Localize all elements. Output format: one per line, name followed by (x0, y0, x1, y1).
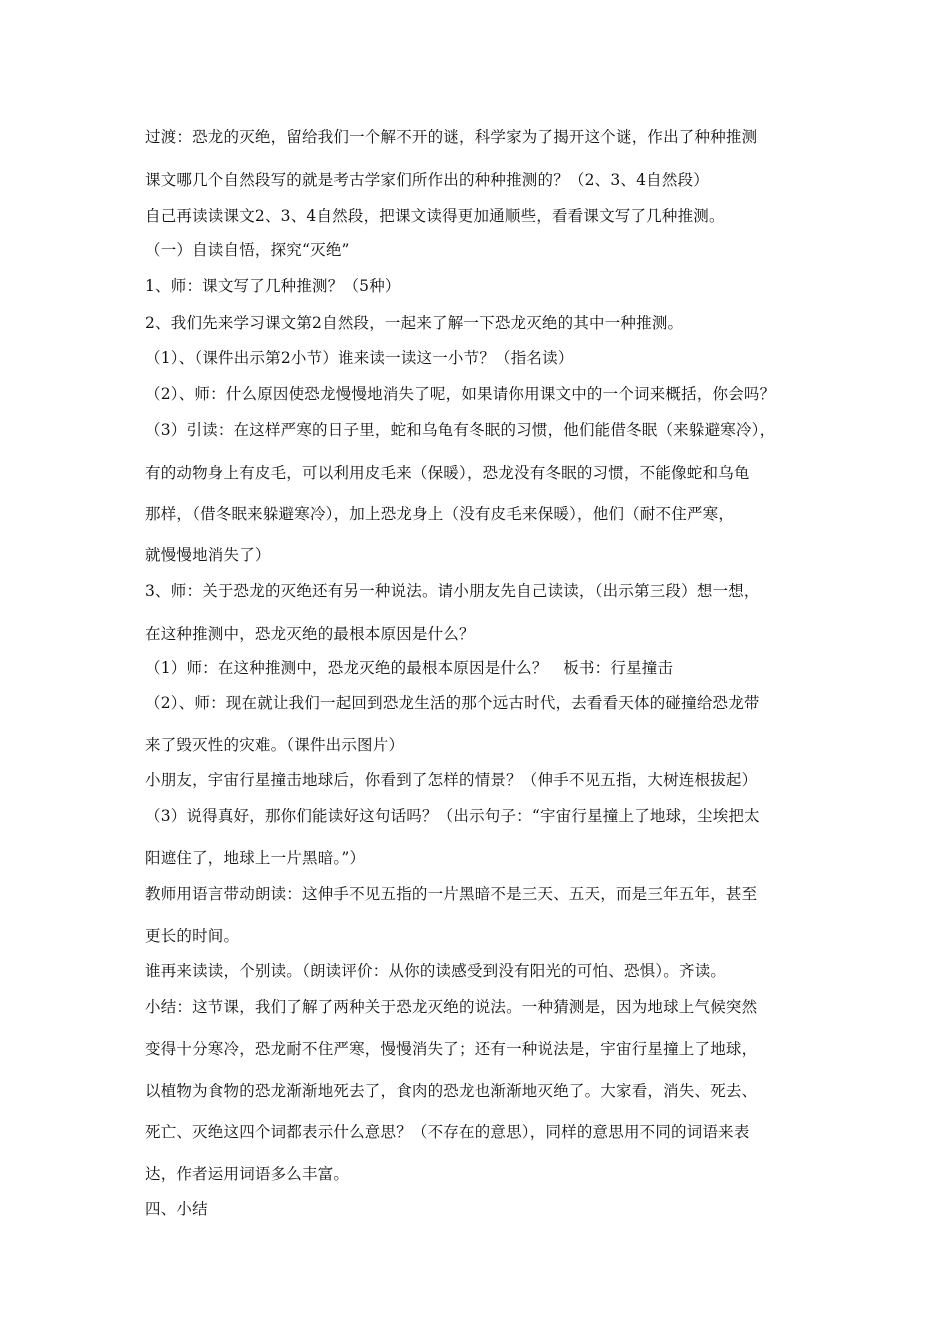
section-heading: （一）自读自悟，探究“灭绝” (145, 241, 350, 259)
text-line: （3）引读：在这样严寒的日子里，蛇和乌龟有冬眠的习惯，他们能借冬眠（来躲避寒冷）， (145, 421, 776, 439)
text-line: 以植物为食物的恐龙渐渐地死去了，食肉的恐龙也渐渐地灭绝了。大家看，消失、死去、 (145, 1082, 758, 1100)
text-line: 那样，（借冬眠来躲避寒冷），加上恐龙身上（没有皮毛来保暖），他们（耐不住严寒， (145, 505, 735, 523)
text-line: 1、师：课文写了几种推测？（5种） (145, 277, 401, 295)
text-line: 谁再来读读，个别读。（朗读评价：从你的读感受到没有阳光的可怕、恐惧）。齐读。 (145, 962, 727, 980)
text-line: 小结：这节课，我们了解了两种关于恐龙灭绝的说法。一种猜测是，因为地球上气候突然 (145, 998, 758, 1016)
section-heading: 四、小结 (145, 1200, 208, 1218)
text-line: 就慢慢地消失了） (145, 546, 271, 564)
text-line: 教师用语言带动朗读：这伸手不见五指的一片黑暗不是三天、五天，而是三年五年，甚至 (145, 885, 758, 903)
text-line: （3）说得真好，那你们能读好这句话吗？（出示句子：“宇宙行星撞上了地球，尘埃把太 (145, 807, 760, 825)
text-line: （2）、师：现在就让我们一起回到恐龙生活的那个远古时代，去看看天体的碰撞给恐龙带 (145, 694, 760, 712)
text-line: 自己再读读课文2、3、4自然段，把课文读得更加通顺些，看看课文写了几种推测。 (145, 207, 725, 225)
text-line: 2、我们先来学习课文第2自然段，一起来了解一下恐龙灭绝的其中一种推测。 (145, 314, 684, 332)
text-line: （1）师：在这种推测中，恐龙灭绝的最根本原因是什么？ 板书：行星撞击 (145, 659, 674, 677)
text-line: 有的动物身上有皮毛，可以利用皮毛来（保暖），恐龙没有冬眠的习惯，不能像蛇和乌龟 (145, 464, 750, 482)
text-line: 达，作者运用词语多么丰富。 (145, 1165, 350, 1183)
text-line: 来了毁灭性的灾难。（课件出示图片） (145, 736, 405, 754)
text-line: 过渡：恐龙的灭绝，留给我们一个解不开的谜，科学家为了揭开这个谜，作出了种种推测 (145, 128, 758, 146)
text-line: （1）、（课件出示第2小节）谁来读一读这一小节？（指名读） (145, 349, 574, 367)
text-line: 死亡、灭绝这四个词都表示什么意思？（不存在的意思），同样的意思用不同的词语来表 (145, 1123, 750, 1141)
text-line: （2）、师：什么原因使恐龙慢慢地消失了呢，如果请你用课文中的一个词来概括，你会吗？ (145, 385, 776, 403)
text-line: 变得十分寒冷，恐龙耐不住严寒，慢慢消失了；还有一种说法是，宇宙行星撞上了地球， (145, 1040, 758, 1058)
text-line: 阳遮住了，地球上一片黑暗。”） (145, 849, 366, 867)
text-line: 课文哪几个自然段写的就是考古学家们所作出的种种推测的？（2、3、4自然段） (145, 171, 709, 189)
text-line: 在这种推测中，恐龙灭绝的最根本原因是什么？ (145, 625, 475, 643)
text-line: 更长的时间。 (145, 927, 240, 945)
text-line: 小朋友，宇宙行星撞击地球后，你看到了怎样的情景？（伸手不见五指，大树连根拔起） (145, 771, 758, 789)
text-line: 3、师：关于恐龙的灭绝还有另一种说法。请小朋友先自己读读，（出示第三段）想一想， (145, 582, 760, 600)
